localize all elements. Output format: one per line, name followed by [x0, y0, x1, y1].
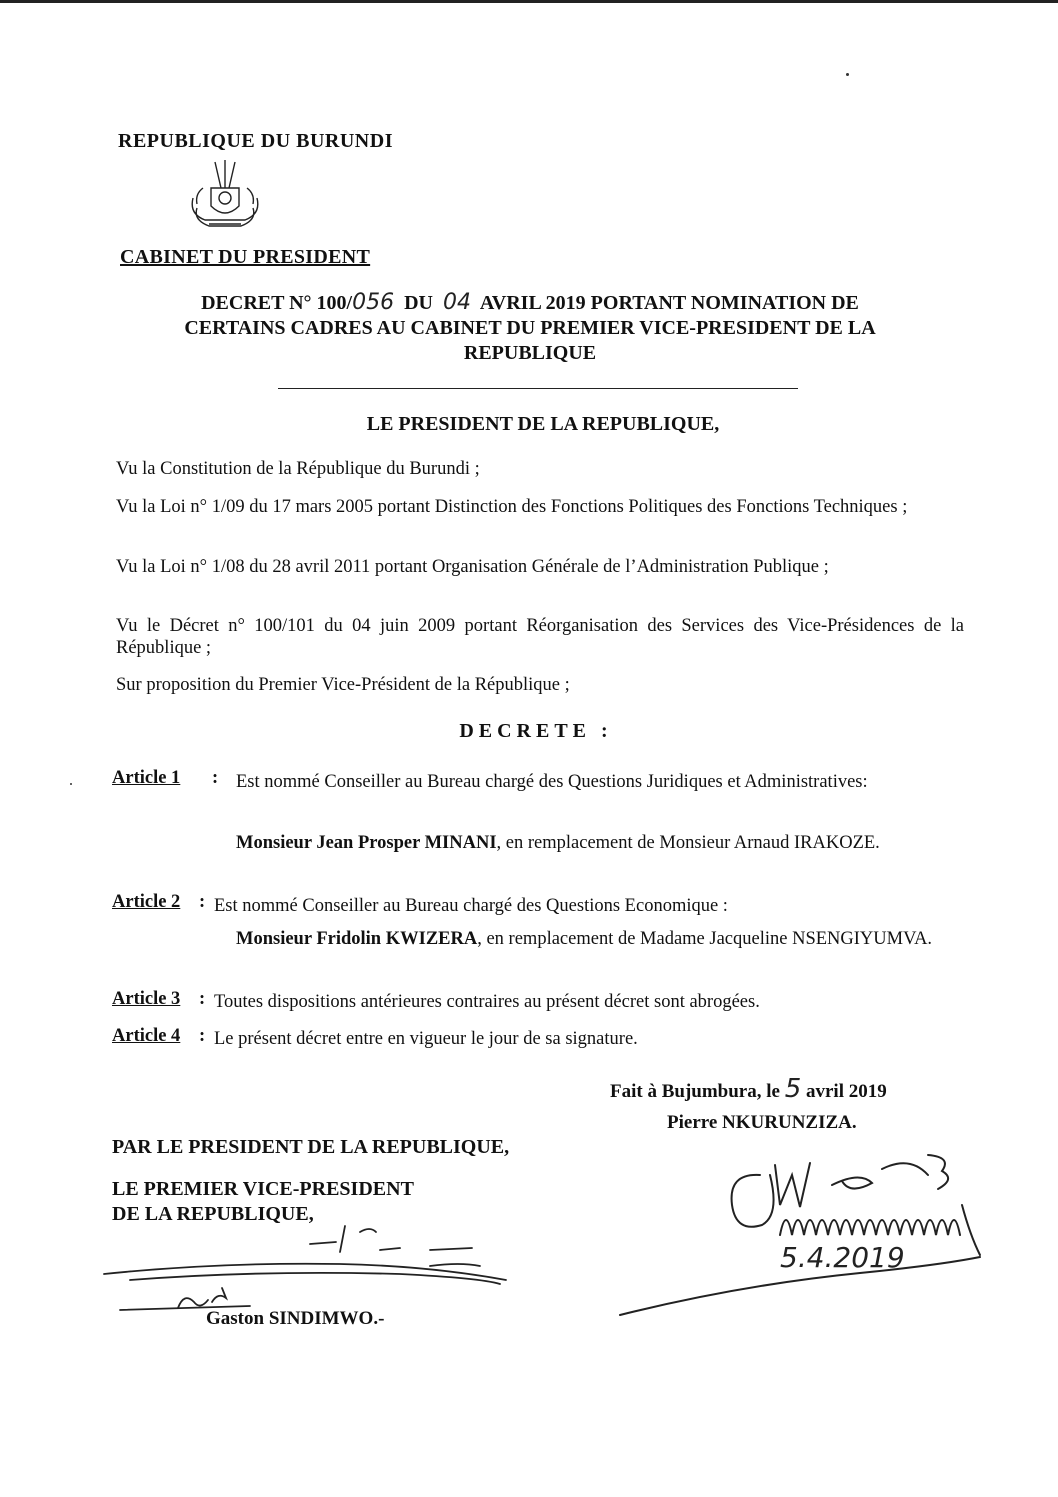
cabinet-heading: CABINET DU PRESIDENT	[120, 246, 371, 268]
title-du: DU	[404, 292, 433, 314]
handwritten-sign-day: 5	[784, 1074, 802, 1104]
handwritten-decree-number: 056	[352, 290, 395, 315]
article-2-nominee	[236, 928, 964, 950]
preamble-heading: LE PRESIDENT DE LA REPUBLIQUE,	[366, 413, 720, 435]
article-3-label: Article 3	[112, 989, 181, 1009]
article-1-colon: :	[212, 768, 219, 788]
title-line-3: REPUBLIQUE	[463, 342, 597, 364]
article-1-label: Article 1	[112, 768, 181, 788]
scan-speck	[70, 783, 72, 785]
handwritten-decree-day: 04	[443, 290, 471, 315]
country-heading: REPUBLIQUE DU BURUNDI	[118, 130, 393, 152]
scan-top-edge	[0, 0, 1058, 3]
vice-president-title-line-2: DE LA REPUBLIQUE,	[112, 1203, 314, 1225]
vu-loi-2005: Vu la Loi n° 1/09 du 17 mars 2005 portant Distinction des Fonctions Politiques des Fonctions Techniques ;	[116, 497, 908, 517]
article-2-label: Article 2	[112, 892, 181, 912]
article-3-text: Toutes dispositions antérieures contraires au présent décret sont abrogées.	[214, 992, 760, 1012]
handwritten-signature-date: 5.4.2019	[780, 1241, 905, 1274]
article-3-colon: :	[199, 989, 206, 1009]
scan-speck	[846, 73, 849, 76]
nominee-1-replacement: , en remplacement de Monsieur Arnaud IRAKOZE.	[496, 833, 880, 853]
place-and-date: Fait à Bujumbura, le 5 avril 2019	[610, 1074, 887, 1104]
nominee-2-name: Monsieur Fridolin KWIZERA	[236, 929, 478, 949]
title-prefix: DECRET N° 100/	[201, 292, 353, 314]
title-line-2: CERTAINS CADRES AU CABINET DU PREMIER VICE-PRESIDENT DE LA	[184, 317, 876, 339]
sur-proposition: Sur proposition du Premier Vice-Président de la République ;	[116, 675, 570, 695]
title-rest: AVRIL 2019 PORTANT NOMINATION DE	[479, 292, 859, 314]
article-2-text: Est nommé Conseiller au Bureau chargé des Questions Economique :	[214, 896, 728, 916]
vice-president-title-line-1: LE PREMIER VICE-PRESIDENT	[112, 1178, 414, 1200]
coat-of-arms-icon	[185, 158, 265, 238]
vu-loi-2011: Vu la Loi n° 1/08 du 28 avril 2011 portant Organisation Générale de l’Administration Publique ;	[116, 557, 829, 577]
nominee-1-name: Monsieur Jean Prosper MINANI	[236, 833, 497, 853]
nominee-2-replacement: , en remplacement de Madame Jacqueline NSENGIYUMVA.	[477, 929, 933, 949]
title-line-1	[100, 290, 960, 316]
countersign-heading: PAR LE PRESIDENT DE LA REPUBLIQUE,	[112, 1136, 510, 1158]
article-4-colon: :	[199, 1026, 206, 1046]
article-1-nominee	[236, 832, 964, 854]
decree-title	[100, 290, 960, 366]
vu-decret-2009: Vu le Décret n° 100/101 du 04 juin 2009 portant Réorganisation des Services des Vice-Présidences de la République ;	[116, 616, 964, 658]
president-name: Pierre NKURUNZIZA.	[667, 1112, 857, 1133]
president-signature	[610, 1135, 990, 1325]
vice-president-name: Gaston SINDIMWO.-	[206, 1308, 385, 1329]
article-4-label: Article 4	[112, 1026, 181, 1046]
vice-president-signature	[100, 1222, 530, 1312]
article-4-text: Le présent décret entre en vigueur le jour de sa signature.	[214, 1029, 638, 1049]
title-divider	[278, 388, 798, 389]
article-2-colon: :	[199, 892, 206, 912]
article-1-text: Est nommé Conseiller au Bureau chargé des Questions Juridiques et Administratives:	[236, 772, 868, 792]
vu-constitution: Vu la Constitution de la République du Burundi ;	[116, 459, 480, 479]
decrete-heading: DECRETE :	[459, 720, 613, 742]
